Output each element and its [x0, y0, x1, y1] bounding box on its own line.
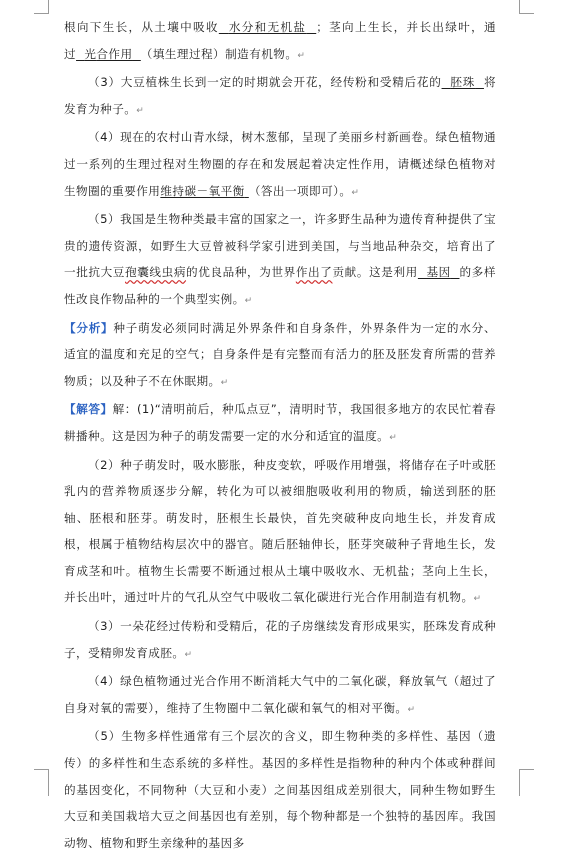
paragraph-mark: ↵	[473, 594, 482, 605]
analysis-tag: 【分析】	[64, 320, 114, 335]
text: 种子萌发必须同时满足外界条件和自身条件，外界条件为一定的水分、适宜的温度和充足的空气；自身条件是有完整而有活力的胚及胚发育所需的营养物质；以及种子不在休眠期。	[64, 320, 496, 388]
paragraph-q5	[64, 206, 496, 314]
paragraph-mark: ↵	[184, 649, 192, 660]
crop-mark-top-left-v	[48, 0, 49, 13]
text: （4）绿色植物通过光合作用不断消耗大气中的二氧化碳，释放氧气（超过了自身对氧的需要），维持了生物圈中二氧化碳和氧气的相对平衡。	[64, 674, 496, 715]
crop-mark-bottom-left-h	[34, 769, 49, 770]
paragraph-q3	[64, 69, 496, 124]
crop-mark-bottom-left-v	[48, 769, 49, 796]
crop-mark-top-left-h	[34, 13, 49, 14]
answer-blank: 胚珠	[450, 75, 476, 90]
paragraph-mark: ↵	[220, 377, 229, 388]
text: （答出一项即可）。	[248, 183, 352, 198]
answer-blank: 合作用	[96, 46, 133, 61]
answer-blank: 维持碳－氧平衡	[160, 183, 245, 198]
paragraph-mark: ↵	[351, 187, 359, 198]
text: （5）生物多样性通常有三个层次的含义，即生物种类的多样性、基因（遗传）的多样性和生态系统的多样性。基因的多样性是指物种的种内个体或种群间的基因变化，不同物种（大豆和小麦）之间基因组成差别很大，同种生物如野生大豆和美国栽培大豆之间基因也有差别，每个物种都是一个独特的基因库。我国动物、植物和野生亲缘种的基因多	[64, 729, 496, 850]
text: （3）大豆植株生长到一定的时期就会开花，经传粉和受精后花的	[88, 75, 442, 90]
text: （3）一朵花经过传粉和受精后，花的子房继续发育形成果实，胚珠发育成种子，受精卵发育成胚。	[64, 619, 496, 660]
paragraph-mark: ↵	[407, 704, 416, 715]
text: 孢囊线虫病	[125, 265, 187, 280]
paragraph-mark: ↵	[136, 105, 144, 116]
document-body	[64, 14, 496, 856]
text: 的优良品种，为世界	[186, 265, 296, 280]
crop-mark-top-right-h	[519, 13, 534, 14]
paragraph-q2-continued	[64, 14, 496, 69]
paragraph-answer-1	[64, 396, 496, 451]
paragraph-answer-2	[64, 452, 496, 614]
paragraph-q4	[64, 124, 496, 206]
answer-blank: 光	[84, 46, 97, 61]
text: 的多样性改良作物品种的一个典型实例。	[64, 265, 496, 306]
text: 贡献。这是利用	[332, 265, 418, 280]
paragraph-mark: ↵	[244, 295, 253, 306]
text: 将发育为种	[64, 75, 496, 116]
text: 子。	[112, 101, 137, 116]
crop-mark-top-right-v	[519, 0, 520, 13]
paragraph-mark: ↵	[297, 50, 305, 61]
crop-mark-bottom-right-v	[519, 769, 520, 796]
paragraph-mark: ↵	[389, 432, 397, 443]
crop-mark-bottom-right-h	[519, 769, 534, 770]
paragraph-analysis	[64, 315, 496, 397]
answer-tag: 【解答】	[64, 402, 113, 417]
text: 根向下生长，从土壤中吸收	[64, 20, 219, 34]
paragraph-answer-3	[64, 613, 496, 668]
text: ；茎向上生长，并长出绿叶，通过	[64, 20, 497, 61]
text: 作出了	[295, 265, 333, 280]
paragraph-answer-4	[64, 668, 496, 723]
text: （填生理过程）制造有机物。	[140, 46, 298, 61]
text: 解：(1)“清明前后，种瓜点豆”，清明时节，我国很多地方的农民忙着春耕播种。这是因为种子的萌发需要一定的水分和适宜的温度。	[64, 402, 496, 443]
text: （5）我国是生物种类最丰富的国家之一，许多野生品种为遗传育种提供了宝贵的遗传资源，如野生大豆曾被科学家引进到美国，与当地品种杂交，培育出了一批抗大豆	[64, 212, 496, 280]
answer-blank: 基因	[426, 265, 451, 280]
text: （2）种子萌发时，吸水膨胀，种皮变软，呼吸作用增强，将储存在子叶或胚乳内的营养物质逐步分解，转化为可以被细胞吸收利用的物质，输送到胚的胚轴、胚根和胚芽。萌发时，胚根生长最快，首先突破种皮向地生长，并发育成根，根属于植物结构层次中的器官。随后胚轴伸长，胚芽突破种子背地生长，发育成茎和叶。植物生长需要不断通过根从土壤中吸收水、无机盐；茎向上生长，并长出叶，通过叶片的气孔从空气中吸收二氧化碳进行光合作用制造有机物。	[64, 457, 496, 605]
text: （4）现在的农村山青水绿，树木葱郁，呈现了美丽乡村新画卷。绿色植物通过一系列的生理过程对生物圈的存在和发展起着决定性作用，请概述绿色植物对生物圈的重要作用	[64, 130, 496, 198]
paragraph-answer-5	[64, 723, 496, 856]
answer-blank: 水分和无机盐	[228, 20, 307, 34]
